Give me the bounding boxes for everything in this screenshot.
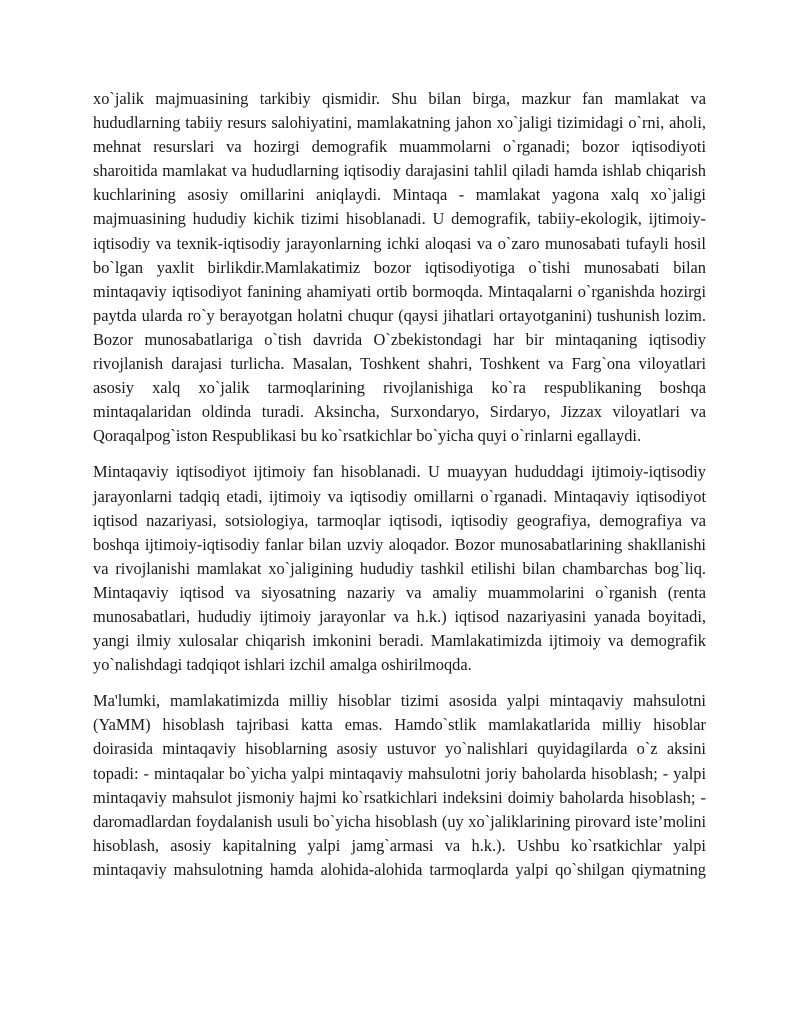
paragraph: Mintaqaviy iqtisodiyot ijtimoiy fan hisoblanadi. U muayyan hududdagi ijtimoiy-iqtisodiy jarayonlarni tadqiq etadi, ijtimoiy va iqtisodiy omillarni o`rganadi. Mintaqaviy iqtisodiyot iqtisod nazariyasi, sotsiologiya, tarmoqlar iqtisodi, iqtisodiy geografiya, demografiya va boshqa ijtimoiy-iqtisodiy fanlar bilan uzviy aloqador. Bozor munosabatlarining shakllanishi va rivojlanishi mamlakat xo`jaligining hududiy tashkil etilishi bilan chambarchas bog`liq. Mintaqaviy iqtisod va siyosatning nazariy va amaliy muammolarini o`rganish (renta munosabatlari, hududiy ijtimoiy jarayonlar va h.k.) iqtisod nazariyasini yanada boyitadi, yangi ilmiy xulosalar chiqarish imkonini beradi. Mamlakatimizda ijtimoiy va demografik yo`nalishdagi tadqiqot ishlari izchil amalga oshirilmoqda. — [93, 462, 706, 675]
document-page — [93, 87, 706, 894]
paragraph: Ma'lumki, mamlakatimizda milliy hisoblar tizimi asosida yalpi mintaqaviy mahsulotni (YaMM) hisoblash tajribasi katta emas. Hamdo`stlik mamlakatlarida milliy hisoblar doirasida mintaqaviy hisoblarning asosiy ustuvor yo`nalishlari quyidagilarda o`z aksini topadi: - mintaqalar bo`yicha yalpi mintaqaviy mahsulotni joriy baholarda hisoblash; - yalpi mintaqaviy mahsulot jismoniy hajmi ko`rsatkichlari indeksini doimiy baholarda hisoblash; - daromadlardan foydalanish usuli bo`yicha hisoblash (uy xo`jaliklarining pirovard iste’molini hisoblash, asosiy kapitalning yalpi jamg`armasi va h.k.). Ushbu ko`rsatkichlar yalpi mintaqaviy mahsulotning hamda alohida-alohida tarmoqlarda yalpi qo`shilgan qiymatning — [93, 691, 706, 879]
paragraph: xo`jalik majmuasining tarkibiy qismidir. Shu bilan birga, mazkur fan mamlakat va hududlarning tabiiy resurs salohiyatini, mamlakatning jahon xo`jaligi tizimidagi o`rni, aholi, mehnat resurslari va hozirgi demografik muammolarni o`rganadi; bozor iqtisodiyoti sharoitida mamlakat va hududlarning iqtisodiy darajasini tahlil qiladi hamda ishlab chiqarish kuchlarining asosiy omillarini aniqlaydi. Mintaqa - mamlakat yagona xalq xo`jaligi majmuasining hududiy kichik tizimi hisoblanadi. U demografik, tabiiy-ekologik, ijtimoiy-iqtisodiy va texnik-iqtisodiy jarayonlarning ichki aloqasi va o`zaro munosabati tufayli hosil bo`lgan yaxlit birlikdir.Mamlakatimiz bozor iqtisodiyotiga o`tishi munosabati bilan mintaqaviy iqtisodiyot fanining ahamiyati ortib bormoqda. Mintaqalarni o`rganishda hozirgi paytda ularda ro`y berayotgan holatni chuqur (qaysi jihatlari ortayotganini) tushunish lozim. Bozor munosabatlariga o`tish davrida O`zbekistondagi har bir mintaqaning iqtisodiy rivojlanish darajasi turlicha. Masalan, Toshkent shahri, Toshkent va Farg`ona viloyatlari asosiy xalq xo`jalik tarmoqlarining rivojlanishiga ko`ra respublikaning boshqa mintaqalaridan oldinda turadi. Aksincha, Surxondaryo, Sirdaryo, Jizzax viloyatlari va Qoraqalpog`iston Respublikasi bu ko`rsatkichlar bo`yicha quyi o`rinlarni egallaydi. — [93, 89, 706, 446]
